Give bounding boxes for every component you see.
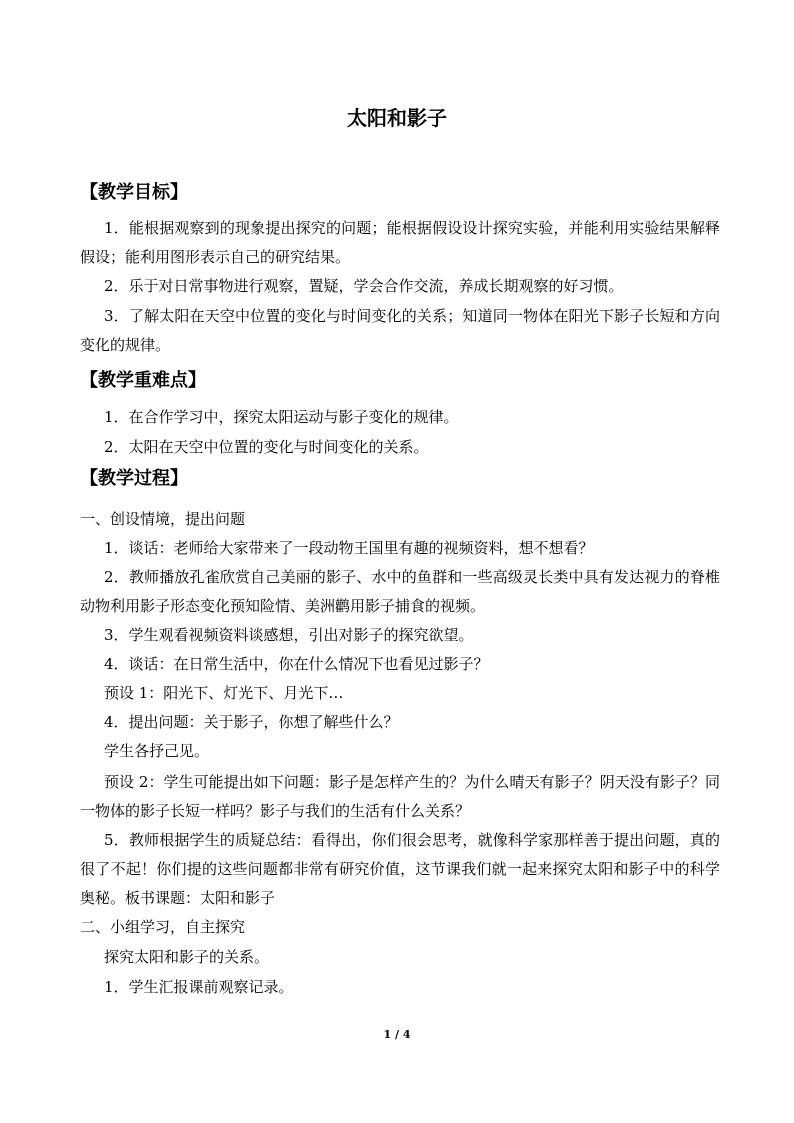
process-item-1: 1．谈话：老师给大家带来了一段动物王国里有趣的视频资料，想不想看？ <box>104 539 594 557</box>
process-item-2: 2．教师播放孔雀欣赏自己美丽的影子、水中的鱼群和一些高级灵长类中具有发达视力的脊椎动物利用影子形态变化预知险情、美洲鹳用影子捕食的视频。 <box>80 568 720 615</box>
process-item-4: 4．谈话：在日常生活中，你在什么情况下也看见过影子？ <box>104 655 489 673</box>
section-heading-process: 【教学过程】 <box>80 468 188 489</box>
process-part2-intro: 探究太阳和影子的关系。 <box>104 948 270 966</box>
keypoint-item-2: 2．太阳在天空中位置的变化与时间变化的关系。 <box>104 438 429 456</box>
process-part1-title: 一、创设情境，提出问题 <box>80 510 246 528</box>
keypoint-item-1: 1．在合作学习中，探究太阳运动与影子变化的规律。 <box>104 408 459 426</box>
section-heading-keypoints: 【教学重难点】 <box>80 370 206 391</box>
page-title: 太阳和影子 <box>347 106 447 130</box>
process-preset-2: 预设 2：学生可能提出如下问题：影子是怎样产生的？为什么晴天有影子？阴天没有影子？同一物体的影子长短一样吗？影子与我们的生活有什么关系？ <box>80 773 720 820</box>
process-part2-item-1: 1．学生汇报课前观察记录。 <box>104 978 294 996</box>
process-item-3: 3．学生观看视频资料谈感想，引出对影子的探究欲望。 <box>104 626 474 644</box>
process-part2-title: 二、小组学习，自主探究 <box>80 918 246 936</box>
section-heading-goals: 【教学目标】 <box>80 182 188 203</box>
goal-item-1: 1．能根据观察到的现象提出探究的问题；能根据假设设计探究实验，并能利用实验结果解释假设；能利用图形表示自己的研究结果。 <box>80 219 720 266</box>
process-student-response: 学生各抒己见。 <box>104 742 210 760</box>
goal-item-3: 3．了解太阳在天空中位置的变化与时间变化的关系；知道同一物体在阳光下影子长短和方向变化的规律。 <box>80 307 720 354</box>
page-number: 1 / 4 <box>383 1028 411 1041</box>
goal-item-2: 2．乐于对日常事物进行观察，置疑，学会合作交流，养成长期观察的好习惯。 <box>104 277 624 295</box>
process-item-4b: 4．提出问题：关于影子，你想了解些什么？ <box>104 713 399 731</box>
process-preset-1: 预设 1：阳光下、灯光下、月光下… <box>104 684 344 702</box>
process-item-5: 5．教师根据学生的质疑总结：看得出，你们很会思考，就像科学家那样善于提出问题，真的很了不起！你们提的这些问题都非常有研究价值，这节课我们就一起来探究太阳和影子中的科学奥秘。板书课题：太阳和影子 <box>80 831 720 907</box>
